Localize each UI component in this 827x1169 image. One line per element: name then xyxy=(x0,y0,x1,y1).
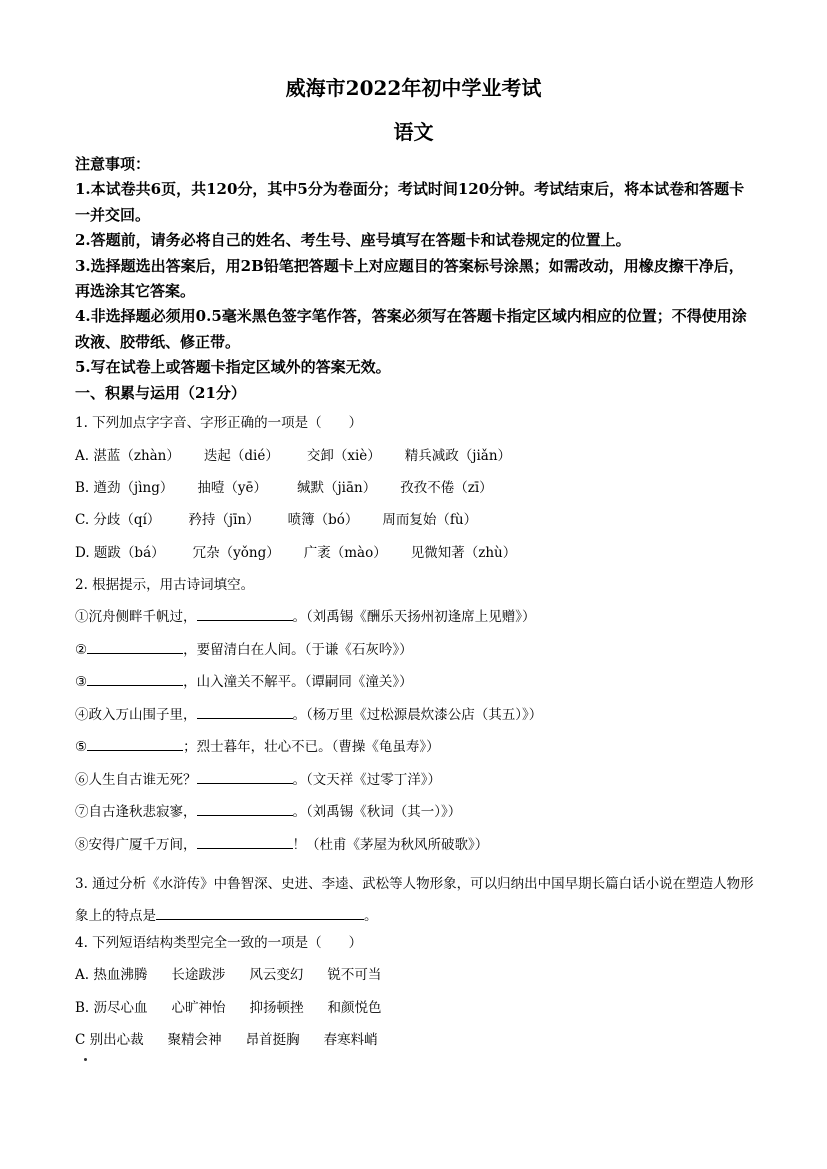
option-word: 迭起（dié） xyxy=(203,448,279,464)
poem-text: ③ xyxy=(75,674,88,690)
option-word: B. 沥尽心血 xyxy=(75,1000,148,1016)
poem-source: ，要留清白在人间。（于谦《石灰吟》） xyxy=(183,642,413,658)
exam-title: 威海市2022年初中学业考试 xyxy=(285,76,542,100)
option-word: 冗杂（yǒng） xyxy=(192,545,280,561)
answer-blank[interactable] xyxy=(87,639,183,654)
option-word: 锐不可当 xyxy=(327,967,382,983)
question-1-option-a xyxy=(75,445,765,467)
question-3-text: 3. 通过分析《水浒传》中鲁智深、史进、李逵、武松等人物形象，可以归纳出中国早期长篇白话小说在塑造人物形象上的特点是 xyxy=(75,876,754,924)
question-1-option-c xyxy=(75,509,765,531)
poem-fill-line xyxy=(75,834,765,856)
option-word: 矜持（jīn） xyxy=(188,512,260,528)
answer-blank[interactable] xyxy=(87,736,183,751)
option-word: C 别出心裁 xyxy=(75,1032,144,1048)
notice-item: 5.写在试卷上或答题卡指定区域外的答案无效。 xyxy=(75,358,391,377)
option-word: 风云变幻 xyxy=(249,967,304,983)
option-word: A. 湛蓝（zhàn） xyxy=(75,448,180,464)
option-word: 交卸（xiè） xyxy=(306,448,381,464)
option-word: B. 遒劲（jìng） xyxy=(75,480,174,496)
question-3-end: 。 xyxy=(364,908,378,924)
answer-blank[interactable] xyxy=(197,704,293,719)
answer-blank[interactable] xyxy=(197,769,293,784)
stray-dot-mark xyxy=(84,1058,87,1061)
option-word: 喷簿（bó） xyxy=(287,512,359,528)
option-word: A. 热血沸腾 xyxy=(75,967,148,983)
question-4-option-c xyxy=(75,1029,765,1051)
answer-blank[interactable] xyxy=(197,606,293,621)
option-word: 精兵减政（jiǎn） xyxy=(404,448,512,464)
poem-text: ④政入万山围子里， xyxy=(75,707,197,723)
poem-text: ⑤ xyxy=(75,739,88,755)
notice-item: 4.非选择题必须用0.5毫米黑色签字笔作答，答案必须写在答题卡指定区域内相应的位置；不得使用涂改液、胶带纸、修正带。 xyxy=(75,307,747,351)
notice-item: 1.本试卷共6页，共120分，其中5分为卷面分；考试时间120分钟。考试结束后，将本试卷和答题卡一并交回。 xyxy=(75,180,745,224)
question-2-stem: 2. 根据提示，用古诗词填空。 xyxy=(75,577,255,593)
poem-source: ！（杜甫《茅屋为秋风所破歌》） xyxy=(292,837,489,853)
question-1-stem: 1. 下列加点字字音、字形正确的一项是（ ） xyxy=(75,415,363,431)
poem-fill-line xyxy=(75,704,765,726)
poem-fill-line xyxy=(75,639,765,661)
option-word: C. 分歧（qí） xyxy=(75,512,161,528)
poem-source: 。（刘禹锡《酬乐天扬州初逢席上见赠》） xyxy=(292,609,536,625)
option-word: 和颜悦色 xyxy=(327,1000,382,1016)
notice-item: 2.答题前，请务必将自己的姓名、考生号、座号填写在答题卡和试卷规定的位置上。 xyxy=(75,231,631,250)
question-4-stem: 4. 下列短语结构类型完全一致的一项是（ ） xyxy=(75,935,363,951)
answer-blank[interactable] xyxy=(197,834,293,849)
notice-item: 3.选择题选出答案后，用2B铅笔把答题卡上对应题目的答案标号涂黑；如需改动，用橡皮擦干净后，再选涂其它答案。 xyxy=(75,256,744,301)
poem-source: 。（杨万里《过松源晨炊漆公店（其五）》） xyxy=(292,707,543,723)
poem-source: ，山入潼关不解平。（谭嗣同《潼关》） xyxy=(183,674,413,690)
question-4-option-b xyxy=(75,997,765,1019)
poem-text: ①沉舟侧畔千帆过， xyxy=(75,609,197,625)
poem-source: ；烈士暮年，壮心不已。（曹操《龟虽寿》） xyxy=(183,739,440,755)
notice-block xyxy=(75,152,755,381)
poem-text: ⑥人生自古谁无死？ xyxy=(75,772,197,788)
poem-fill-line xyxy=(75,801,765,823)
option-word: 聚精会神 xyxy=(167,1032,222,1048)
question-1-option-b xyxy=(75,477,765,499)
poem-text: ⑧安得广厦千万间， xyxy=(75,837,197,853)
option-word: D. 题跋（bá） xyxy=(75,545,165,561)
option-word: 抑扬顿挫 xyxy=(249,1000,304,1016)
option-word: 抽噎（yē） xyxy=(197,480,267,496)
option-word: 孜孜不倦（zī） xyxy=(400,480,493,496)
section-heading: 一、积累与运用（21分） xyxy=(75,384,246,402)
poem-fill-line xyxy=(75,606,765,628)
answer-blank[interactable] xyxy=(87,671,183,686)
option-word: 周而复始（fù） xyxy=(382,512,478,528)
question-3 xyxy=(75,868,765,932)
option-word: 昂首挺胸 xyxy=(245,1032,300,1048)
option-word: 广袤（mào） xyxy=(303,545,387,561)
subject-title: 语文 xyxy=(393,120,434,144)
answer-blank[interactable] xyxy=(156,905,364,920)
poem-source: 。（文天祥《过零丁洋》） xyxy=(292,772,441,788)
option-word: 缄默（jiān） xyxy=(296,480,377,496)
poem-fill-line xyxy=(75,736,765,758)
option-word: 春寒料峭 xyxy=(323,1032,378,1048)
answer-blank[interactable] xyxy=(197,801,293,816)
poem-source: 。（刘禹锡《秋词（其一）》） xyxy=(292,804,462,820)
option-word: 心旷神怡 xyxy=(171,1000,226,1016)
poem-text: ② xyxy=(75,642,88,658)
question-1-option-d xyxy=(75,542,765,564)
notice-heading: 注意事项： xyxy=(75,155,151,173)
poem-fill-line xyxy=(75,769,765,791)
poem-fill-line xyxy=(75,671,765,693)
option-word: 长途跋涉 xyxy=(171,967,226,983)
question-4-option-a xyxy=(75,964,765,986)
poem-text: ⑦自古逢秋悲寂寥， xyxy=(75,804,197,820)
option-word: 见微知著（zhù） xyxy=(410,545,517,561)
